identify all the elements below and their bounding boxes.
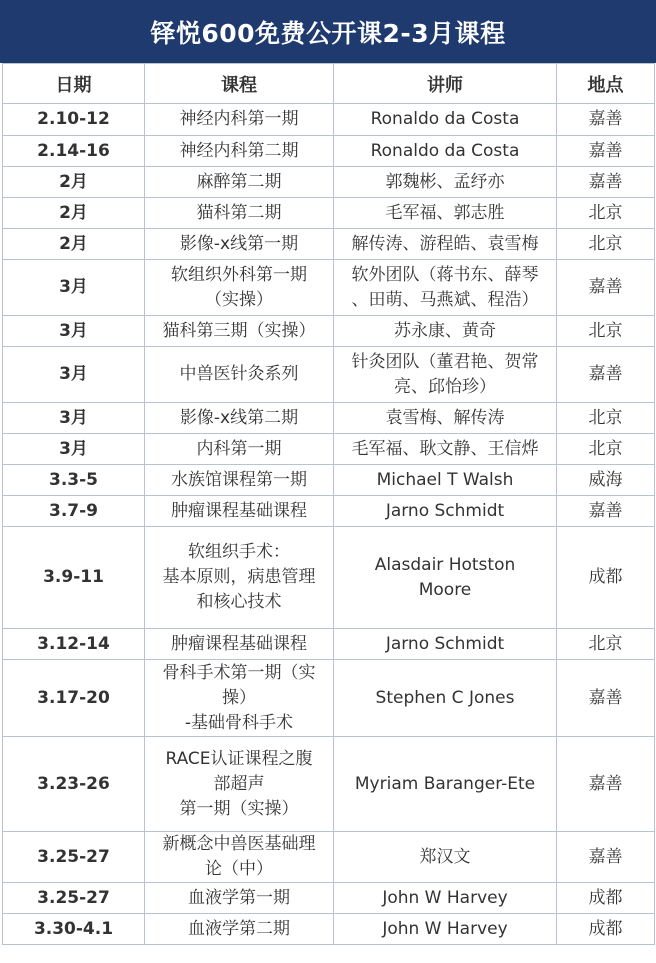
cell-course	[145, 403, 334, 434]
course-line: 猫科第三期（实操）	[162, 320, 316, 341]
course-line: RACE认证课程之腹	[165, 748, 313, 769]
teacher-line: Jarno Schmidt	[385, 500, 505, 521]
teacher-line: Michael T Walsh	[376, 469, 514, 490]
course-line: 水族馆课程第一期	[171, 469, 307, 490]
table-row	[3, 465, 655, 496]
cell-date: 3.3-5	[3, 465, 145, 496]
course-line: 血液学第一期	[188, 887, 290, 908]
teacher-line: John W Harvey	[382, 887, 508, 908]
cell-course	[145, 660, 334, 737]
table-row	[3, 104, 655, 136]
table-row	[3, 737, 655, 832]
cell-place: 北京	[557, 316, 655, 347]
cell-teacher	[334, 136, 557, 167]
course-schedule-table	[2, 63, 655, 945]
teacher-line: 亮、邱怡珍）	[394, 376, 496, 397]
table-row	[3, 527, 655, 629]
cell-date: 2.10-12	[3, 104, 145, 136]
cell-course	[145, 737, 334, 832]
cell-date: 3月	[3, 260, 145, 316]
cell-date: 3月	[3, 403, 145, 434]
teacher-line: 解传涛、游程皓、袁雪梅	[351, 233, 539, 254]
course-line: 论（中）	[205, 859, 273, 879]
cell-course	[145, 434, 334, 465]
cell-teacher	[334, 260, 557, 316]
cell-course	[145, 229, 334, 260]
cell-teacher	[334, 914, 557, 945]
cell-course	[145, 527, 334, 629]
cell-place: 成都	[557, 527, 655, 629]
teacher-line: 毛军福、郭志胜	[385, 202, 505, 223]
page-title: 铎悦600免费公开课2-3月课程	[0, 0, 656, 63]
teacher-line: Jarno Schmidt	[385, 633, 505, 654]
cell-teacher	[334, 198, 557, 229]
teacher-line: 郑汉文	[419, 846, 471, 867]
table-row	[3, 260, 655, 316]
course-line: 第一期（实操）	[179, 798, 299, 819]
course-line: 中兽医针灸系列	[179, 364, 299, 384]
course-line: 肿瘤课程基础课程	[171, 633, 307, 654]
cell-place: 嘉善	[557, 260, 655, 316]
teacher-line: Moore	[418, 579, 472, 600]
cell-place: 北京	[557, 629, 655, 660]
teacher-line: Stephen C Jones	[375, 687, 515, 708]
cell-place: 威海	[557, 465, 655, 496]
course-line: 影像-x线第一期	[179, 233, 299, 254]
course-line: 猫科第二期	[196, 202, 282, 223]
header-date: 日期	[3, 64, 145, 104]
cell-teacher	[334, 434, 557, 465]
course-line: 麻醉第二期	[196, 171, 282, 192]
table-row	[3, 403, 655, 434]
cell-place: 嘉善	[557, 832, 655, 883]
header-course: 课程	[145, 64, 334, 104]
cell-teacher	[334, 465, 557, 496]
cell-place: 北京	[557, 229, 655, 260]
table-row	[3, 629, 655, 660]
cell-date: 3月	[3, 347, 145, 403]
cell-place: 成都	[557, 914, 655, 945]
header-teacher: 讲师	[334, 64, 557, 104]
table-row	[3, 883, 655, 914]
cell-course	[145, 914, 334, 945]
teacher-line: Ronaldo da Costa	[370, 109, 520, 129]
cell-place: 嘉善	[557, 737, 655, 832]
cell-place: 成都	[557, 883, 655, 914]
table-row	[3, 316, 655, 347]
cell-teacher	[334, 167, 557, 198]
teacher-line: John W Harvey	[382, 918, 508, 939]
cell-course	[145, 465, 334, 496]
cell-course	[145, 167, 334, 198]
table-row	[3, 832, 655, 883]
cell-teacher	[334, 104, 557, 136]
cell-date: 3.30-4.1	[3, 914, 145, 945]
cell-place: 北京	[557, 198, 655, 229]
cell-place: 嘉善	[557, 104, 655, 136]
course-line: -基础骨科手术	[184, 712, 294, 733]
cell-date: 3.25-27	[3, 832, 145, 883]
course-line: 骨科手术第一期（实	[162, 662, 316, 683]
table-row	[3, 496, 655, 527]
cell-teacher	[334, 496, 557, 527]
cell-date: 3.25-27	[3, 883, 145, 914]
cell-course	[145, 198, 334, 229]
course-line: 肿瘤课程基础课程	[171, 500, 307, 521]
cell-place: 北京	[557, 434, 655, 465]
course-line: 血液学第二期	[188, 918, 290, 939]
cell-date: 3月	[3, 434, 145, 465]
cell-course	[145, 347, 334, 403]
table-header-row	[3, 64, 655, 104]
cell-teacher	[334, 660, 557, 737]
header-place: 地点	[557, 64, 655, 104]
teacher-line: 、田萌、马燕斌、程浩）	[351, 289, 539, 310]
cell-teacher	[334, 883, 557, 914]
cell-place: 嘉善	[557, 496, 655, 527]
course-line: 软组织手术：	[188, 542, 290, 562]
cell-course	[145, 260, 334, 316]
cell-teacher	[334, 527, 557, 629]
course-line: 和核心技术	[196, 592, 282, 612]
cell-course	[145, 629, 334, 660]
cell-date: 3.7-9	[3, 496, 145, 527]
cell-date: 3.12-14	[3, 629, 145, 660]
teacher-line: 郭魏彬、孟纾亦	[385, 171, 505, 192]
cell-course	[145, 104, 334, 136]
course-line: 新概念中兽医基础理	[162, 834, 316, 854]
cell-course	[145, 883, 334, 914]
cell-date: 3月	[3, 316, 145, 347]
table-row	[3, 660, 655, 737]
table-body	[3, 104, 655, 945]
course-line: （实操）	[205, 289, 273, 310]
cell-teacher	[334, 316, 557, 347]
cell-course	[145, 832, 334, 883]
teacher-line: 苏永康、黄奇	[394, 320, 496, 341]
cell-date: 3.23-26	[3, 737, 145, 832]
cell-place: 嘉善	[557, 347, 655, 403]
cell-date: 3.17-20	[3, 660, 145, 737]
table-row	[3, 198, 655, 229]
table-row	[3, 136, 655, 167]
table-row	[3, 914, 655, 945]
teacher-line: 毛军福、耿文静、王信烨	[351, 438, 539, 459]
teacher-line: Alasdair Hotston	[374, 554, 516, 575]
cell-place: 北京	[557, 403, 655, 434]
cell-place: 嘉善	[557, 167, 655, 198]
table-row	[3, 167, 655, 198]
course-line: 影像-x线第二期	[179, 407, 299, 428]
cell-teacher	[334, 403, 557, 434]
teacher-line: 针灸团队（董君艳、贺常	[351, 351, 539, 372]
table-row	[3, 434, 655, 465]
course-line: 神经内科第一期	[179, 109, 299, 129]
course-line: 部超声	[213, 773, 265, 794]
course-line: 操）	[222, 687, 256, 708]
cell-date: 2月	[3, 167, 145, 198]
table-row	[3, 347, 655, 403]
course-line: 神经内科第二期	[179, 140, 299, 161]
cell-course	[145, 496, 334, 527]
course-line: 软组织外科第一期	[171, 264, 307, 285]
teacher-line: 软外团队（蒋书东、薛琴	[351, 264, 539, 285]
cell-course	[145, 136, 334, 167]
course-line: 内科第一期	[196, 438, 282, 459]
course-line: 基本原则，病患管理	[162, 567, 316, 587]
cell-teacher	[334, 347, 557, 403]
teacher-line: Ronaldo da Costa	[370, 140, 520, 161]
cell-date: 2.14-16	[3, 136, 145, 167]
cell-date: 2月	[3, 198, 145, 229]
cell-date: 2月	[3, 229, 145, 260]
teacher-line: 袁雪梅、解传涛	[385, 407, 505, 428]
cell-teacher	[334, 832, 557, 883]
cell-place: 嘉善	[557, 136, 655, 167]
cell-teacher	[334, 229, 557, 260]
cell-place: 嘉善	[557, 660, 655, 737]
table-row	[3, 229, 655, 260]
cell-teacher	[334, 737, 557, 832]
cell-course	[145, 316, 334, 347]
cell-teacher	[334, 629, 557, 660]
teacher-line: Myriam Baranger-Ete	[354, 773, 536, 794]
cell-date: 3.9-11	[3, 527, 145, 629]
